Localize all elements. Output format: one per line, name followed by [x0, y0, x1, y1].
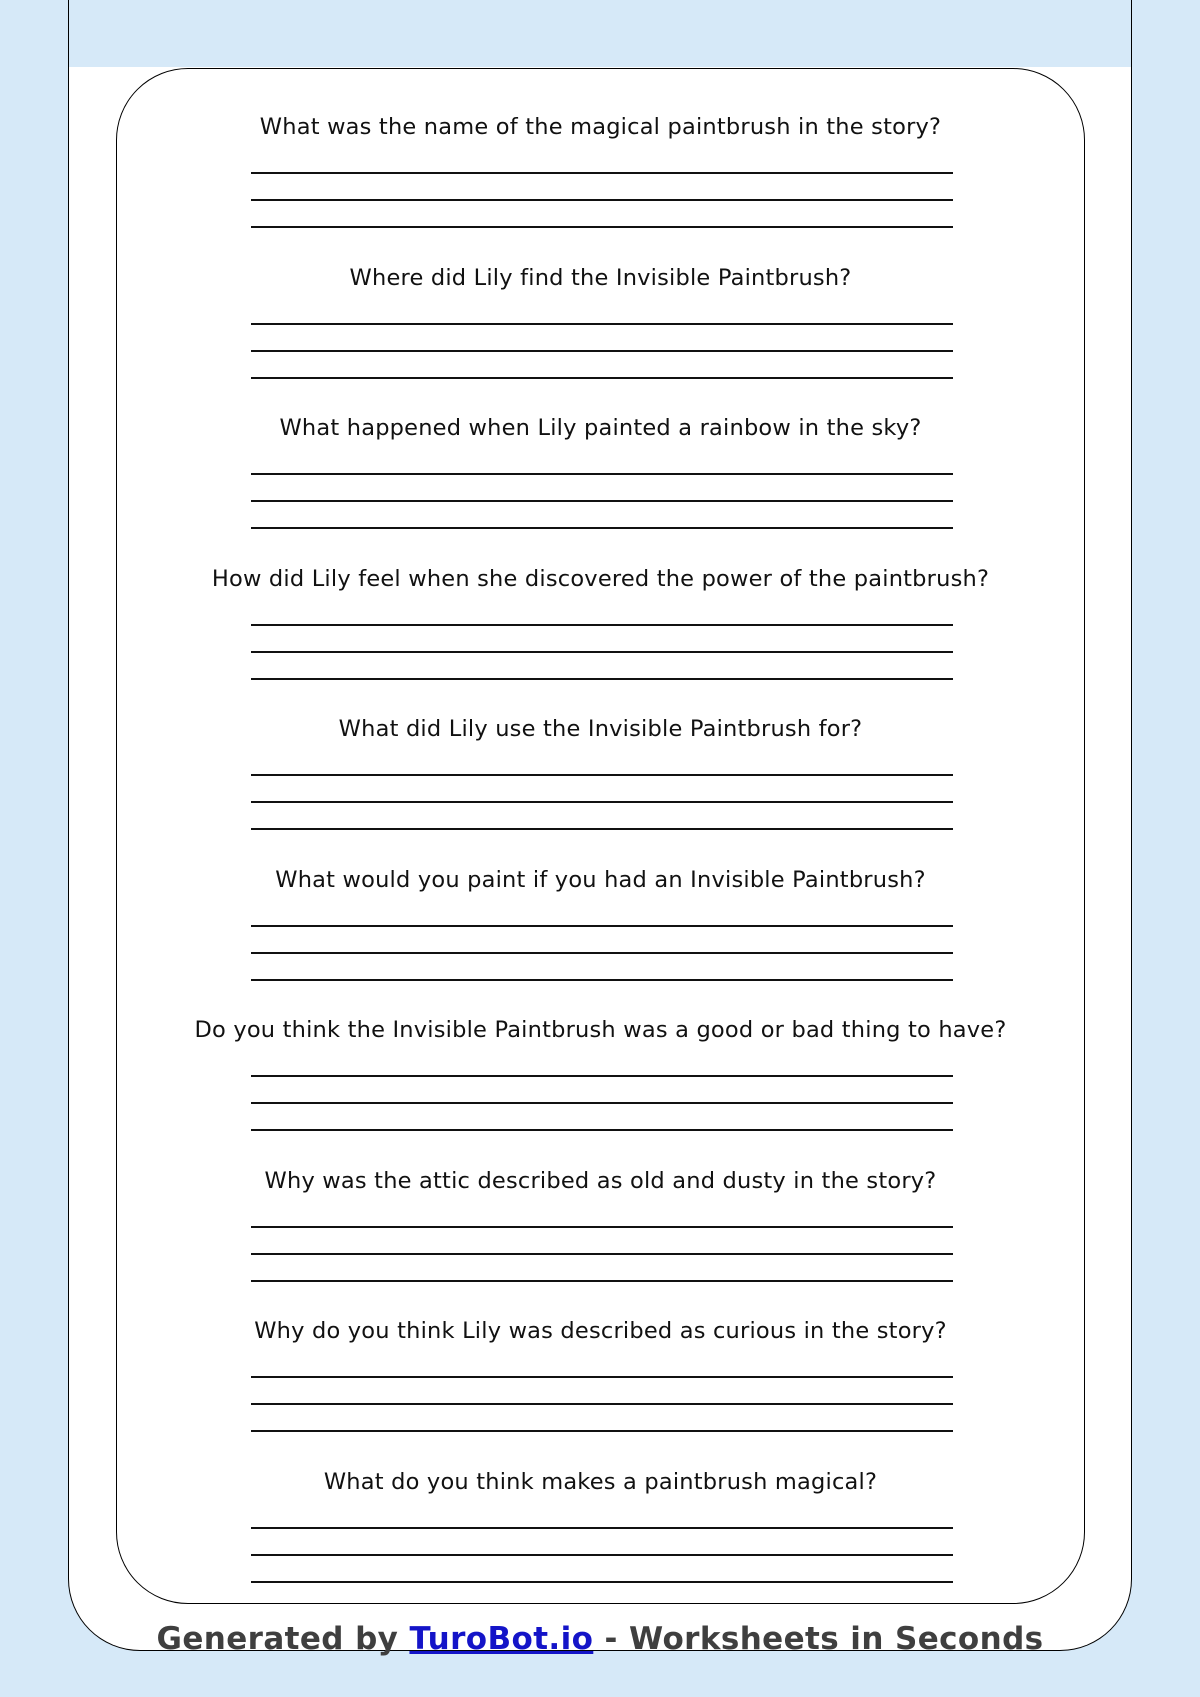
footer-prefix: Generated by: [156, 1621, 410, 1657]
footer: [0, 1619, 1200, 1659]
answer-line[interactable]: [251, 377, 953, 379]
answer-line[interactable]: [251, 500, 953, 502]
answer-line[interactable]: [251, 1280, 953, 1282]
question-text: How did Lily feel when she discovered the power of the paintbrush?: [211, 565, 990, 592]
question-item: [117, 1468, 1084, 1496]
question-item: [117, 1167, 1084, 1195]
question-item: [117, 414, 1084, 442]
turobot-link[interactable]: TuroBot.io: [409, 1621, 594, 1657]
answer-line[interactable]: [251, 801, 953, 803]
question-item: [117, 565, 1084, 593]
question-text: What was the name of the magical paintbrush in the story?: [259, 114, 942, 140]
answer-line[interactable]: [251, 199, 953, 201]
question-text: What happened when Lily painted a rainbow in the sky?: [279, 415, 922, 441]
answer-line[interactable]: [251, 1554, 953, 1556]
answer-line[interactable]: [251, 1430, 953, 1432]
answer-line[interactable]: [251, 1075, 953, 1077]
question-text: What would you paint if you had an Invisible Paintbrush?: [275, 866, 926, 893]
answer-line[interactable]: [251, 323, 953, 325]
question-item: [117, 1317, 1084, 1345]
question-item: [117, 264, 1084, 292]
question-item: [117, 1016, 1084, 1044]
answer-line[interactable]: [251, 828, 953, 830]
answer-line[interactable]: [251, 1403, 953, 1405]
answer-line[interactable]: [251, 1102, 953, 1104]
question-item: [117, 113, 1084, 141]
question-text: Where did Lily find the Invisible Paintbrush?: [349, 264, 852, 291]
answer-line[interactable]: [251, 979, 953, 981]
question-text: Why do you think Lily was described as curious in the story?: [254, 1318, 947, 1344]
page-top-strip: [68, 0, 1132, 67]
answer-line[interactable]: [251, 1376, 953, 1378]
answer-line[interactable]: [251, 527, 953, 529]
answer-line[interactable]: [251, 925, 953, 927]
answer-line[interactable]: [251, 1226, 953, 1228]
answer-line[interactable]: [251, 1253, 953, 1255]
answer-line[interactable]: [251, 1129, 953, 1131]
answer-line[interactable]: [251, 952, 953, 954]
answer-line[interactable]: [251, 1581, 953, 1583]
question-item: [117, 866, 1084, 894]
answer-line[interactable]: [251, 651, 953, 653]
answer-line[interactable]: [251, 350, 953, 352]
answer-line[interactable]: [251, 774, 953, 776]
answer-line[interactable]: [251, 624, 953, 626]
question-text: What did Lily use the Invisible Paintbrush for?: [338, 716, 863, 742]
question-text: Why was the attic described as old and dusty in the story?: [264, 1167, 937, 1194]
answer-line[interactable]: [251, 172, 953, 174]
answer-line[interactable]: [251, 678, 953, 680]
answer-line[interactable]: [251, 473, 953, 475]
question-text: Do you think the Invisible Paintbrush was a good or bad thing to have?: [194, 1017, 1007, 1043]
question-item: [117, 715, 1084, 743]
question-text: What do you think makes a paintbrush magical?: [323, 1468, 878, 1495]
answer-line[interactable]: [251, 1527, 953, 1529]
answer-line[interactable]: [251, 226, 953, 228]
question-panel: [116, 68, 1085, 1604]
footer-suffix: - Worksheets in Seconds: [593, 1621, 1044, 1657]
